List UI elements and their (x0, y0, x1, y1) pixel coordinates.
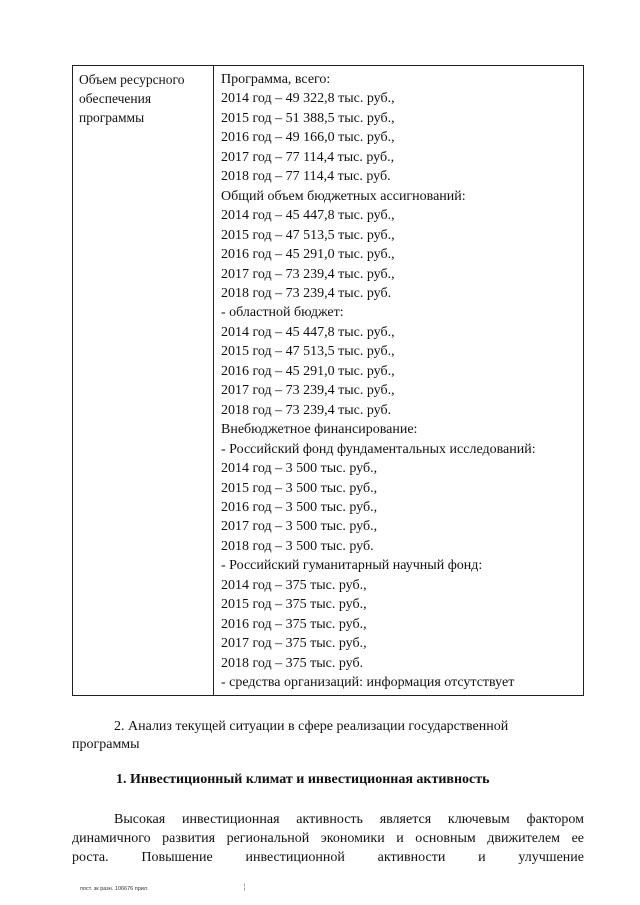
footer-note: пост. зк разн. 106676 прил. (80, 886, 149, 892)
section-heading-line: 2. Анализ текущей ситуации в сфере реализации государственной (114, 719, 509, 734)
funding-line: Программа, всего: (221, 72, 331, 87)
funding-line: 2015 год – 51 388,5 тыс. руб., (221, 110, 395, 126)
funding-line: 2018 год – 3 500 тыс. руб. (221, 538, 374, 554)
table-column-divider (213, 66, 214, 695)
funding-line: 2018 год – 73 239,4 тыс. руб. (221, 285, 392, 301)
section-heading (72, 718, 584, 754)
funding-line: 2014 год – 375 тыс. руб., (221, 577, 367, 593)
funding-line: - средства организаций: информация отсутствует (221, 675, 515, 691)
funding-line: - Российский фонд фундаментальных исследований: (221, 441, 536, 457)
funding-line: 2017 год – 375 тыс. руб., (221, 636, 367, 652)
funding-line: 2014 год – 45 447,8 тыс. руб., (221, 324, 395, 340)
funding-line: 2017 год – 77 114,4 тыс. руб., (221, 149, 395, 165)
funding-line: 2016 год – 49 166,0 тыс. руб., (221, 130, 395, 146)
table-right-cell (221, 70, 577, 693)
funding-line: - Российский гуманитарный научный фонд: (221, 558, 483, 574)
subsection-title (72, 771, 584, 789)
funding-line: - областной бюджет: (221, 305, 344, 321)
funding-line: Внебюджетное финансирование: (221, 422, 418, 438)
resource-table (72, 65, 584, 696)
funding-line: 2016 год – 375 тыс. руб., (221, 616, 367, 632)
left-header-line: обеспечения (79, 91, 152, 106)
left-header-line: программы (79, 110, 145, 125)
funding-line: 2015 год – 3 500 тыс. руб., (221, 480, 378, 496)
page-mark: ¦ (243, 882, 246, 891)
funding-line: 2015 год – 47 513,5 тыс. руб., (221, 344, 395, 360)
funding-line: 2016 год – 45 291,0 тыс. руб., (221, 363, 395, 379)
funding-line: 2018 год – 77 114,4 тыс. руб. (221, 169, 391, 185)
funding-line: 2017 год – 73 239,4 тыс. руб., (221, 266, 395, 282)
funding-line: 2016 год – 45 291,0 тыс. руб., (221, 247, 395, 263)
funding-line: 2015 год – 47 513,5 тыс. руб., (221, 227, 395, 243)
funding-line: 2018 год – 73 239,4 тыс. руб. (221, 402, 392, 418)
funding-line: 2014 год – 3 500 тыс. руб., (221, 461, 378, 477)
paragraph-line: роста. Повышение инвестиционной активности и улучшение (72, 850, 584, 865)
funding-line: 2016 год – 3 500 тыс. руб., (221, 499, 378, 515)
funding-line: 2014 год – 45 447,8 тыс. руб., (221, 208, 395, 224)
funding-line: 2017 год – 73 239,4 тыс. руб., (221, 383, 395, 399)
funding-line: 2015 год – 375 тыс. руб., (221, 597, 367, 613)
funding-line: 2017 год – 3 500 тыс. руб., (221, 519, 378, 535)
funding-line: 2018 год – 375 тыс. руб. (221, 655, 364, 671)
funding-line: 2014 год – 49 322,8 тыс. руб., (221, 91, 395, 107)
body-paragraph (72, 810, 584, 867)
section-heading-line: программы (72, 737, 140, 752)
funding-line: Общий объем бюджетных ассигнований: (221, 188, 466, 204)
table-left-cell (79, 70, 209, 127)
subsection-title-text: 1. Инвестиционный климат и инвестиционная активность (116, 772, 490, 787)
paragraph-line: динамичного развития региональной экономики и основным движителем ее (72, 831, 584, 846)
paragraph-line: Высокая инвестиционная активность является ключевым фактором (114, 812, 584, 827)
left-header-line: Объем ресурсного (79, 72, 185, 87)
